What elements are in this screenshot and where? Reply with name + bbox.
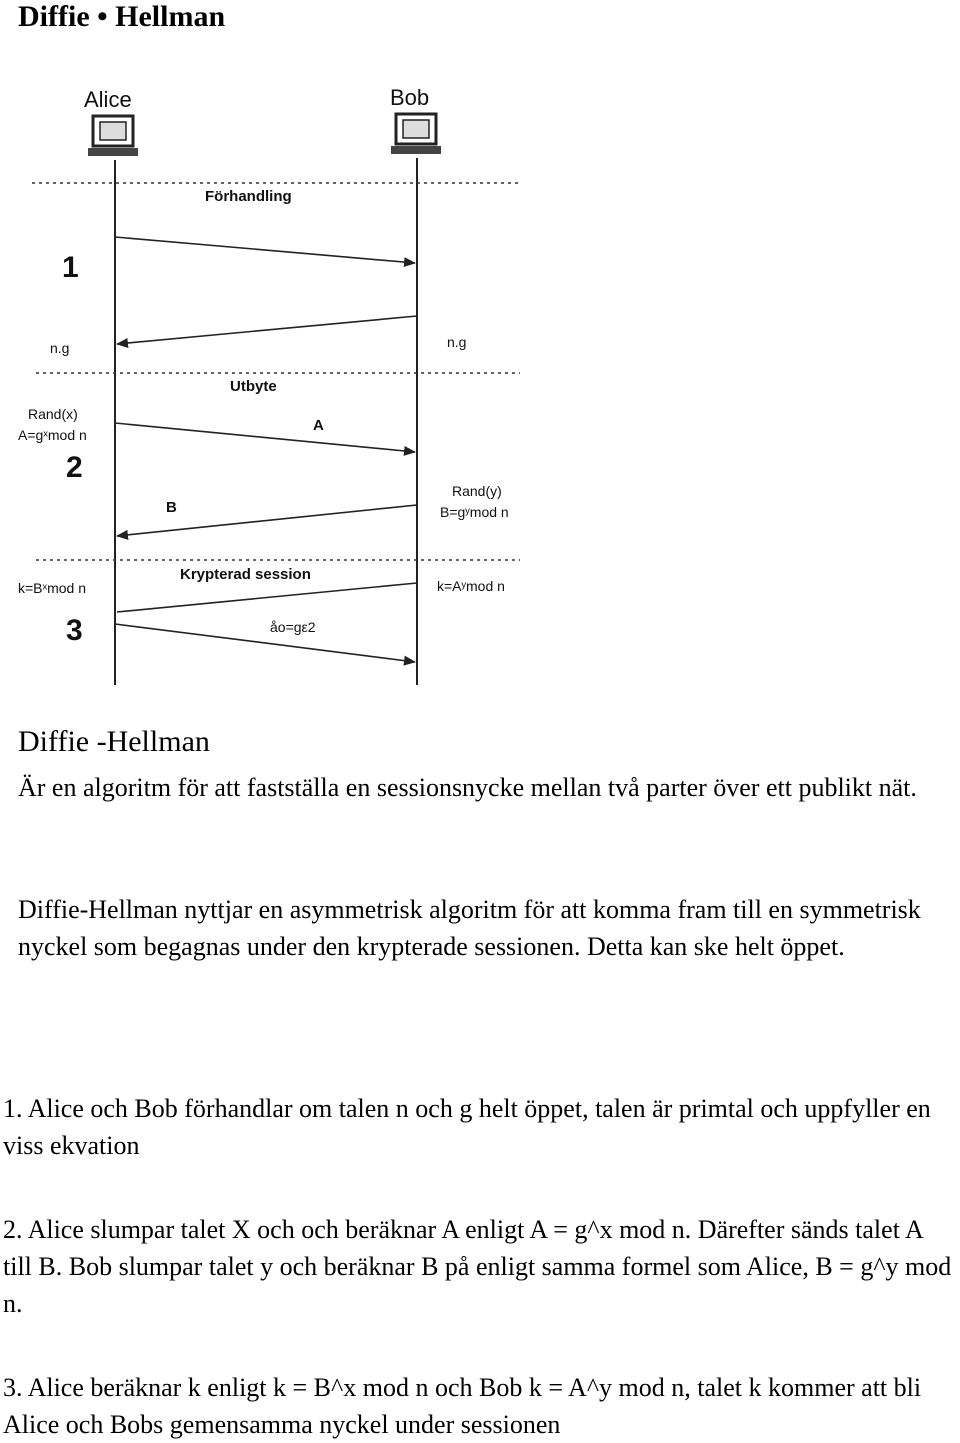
alice-rand-label: Rand(x)	[28, 406, 78, 422]
bob-rand-label: Rand(y)	[452, 483, 502, 499]
step-2-paragraph: 2. Alice slumpar talet X och och beräknar A enligt A = g^x mod n. Därefter sänds talet A till B. Bob slumpar talet y och beräknar B på enligt samma formel som Alice, B = g^y mod n.	[3, 1215, 952, 1318]
phase-exchange-label: Utbyte	[230, 378, 277, 395]
description-paragraph: Diffie-Hellman nyttjar en asymmetrisk algoritm för att komma fram till en symmetrisk nyckel som begagnas under den krypterade sessionen. Detta kan ske helt öppet.	[18, 895, 921, 961]
alice-formula-label: A=gˣmod n	[18, 427, 87, 443]
session-arrow-to-bob	[115, 624, 415, 662]
alice-key-label: k=Bˣmod n	[18, 580, 87, 596]
diffie-hellman-sequence-diagram	[0, 0, 960, 700]
arrow-negotiation-to-bob	[115, 237, 415, 263]
bob-formula-label: B=gʸmod n	[440, 504, 509, 520]
msg-a-label: A	[313, 417, 324, 434]
bob-label: Bob	[390, 85, 430, 110]
step-number-1: 1	[62, 251, 79, 284]
alice-computer-icon	[88, 116, 138, 156]
section-heading: Diffie -Hellman	[18, 725, 210, 758]
alice-label: Alice	[84, 87, 132, 112]
session-arrow-upper	[117, 583, 417, 612]
session-note: åo=gε2	[270, 619, 316, 635]
step-number-2: 2	[66, 451, 83, 484]
arrow-a-to-bob	[115, 423, 415, 452]
msg-b-label: B	[166, 499, 177, 516]
step-3-paragraph: 3. Alice beräknar k enligt k = B^x mod n och Bob k = A^y mod n, talet k kommer att bli Alice och Bobs gemensamma nyckel under sessionen	[3, 1373, 922, 1439]
phase-encrypted-label: Krypterad session	[180, 566, 311, 583]
bob-computer-icon	[391, 114, 441, 154]
alice-ng-label: n.g	[50, 340, 70, 356]
intro-paragraph: Är en algoritm för att fastställa en sessionsnycke mellan två parter över ett publikt nät.	[18, 773, 917, 802]
bob-key-label: k=Aʸmod n	[437, 578, 505, 594]
arrow-negotiation-to-alice	[117, 316, 417, 344]
phase-negotiation-label: Förhandling	[205, 188, 292, 205]
step-number-3: 3	[66, 614, 83, 647]
bob-ng-label: n.g	[447, 334, 467, 350]
arrow-b-to-alice	[117, 505, 417, 536]
step-1-paragraph: 1. Alice och Bob förhandlar om talen n och g helt öppet, talen är primtal och uppfyller en viss ekvation	[3, 1094, 931, 1160]
page-title: Diffie • Hellman	[18, 0, 226, 33]
